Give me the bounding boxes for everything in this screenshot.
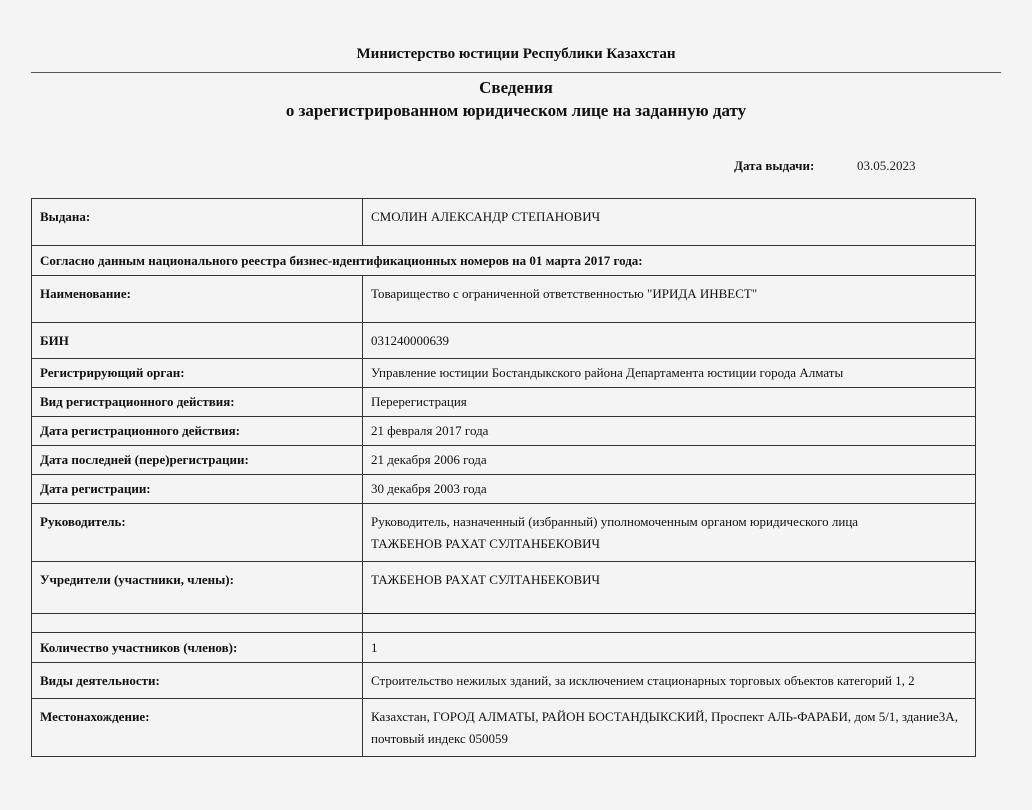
bin-value: 031240000639 — [363, 323, 976, 359]
issued-to-value: СМОЛИН АЛЕКСАНДР СТЕПАНОВИЧ — [363, 199, 976, 246]
reg-body-value: Управление юстиции Бостандыкского района Департамента юстиции города Алматы — [363, 359, 976, 388]
table-row — [32, 417, 976, 446]
location-label: Местонахождение: — [32, 699, 363, 757]
table-row — [32, 475, 976, 504]
founders-value: ТАЖБЕНОВ РАХАТ СУЛТАНБЕКОВИЧ — [363, 562, 976, 614]
ministry-header: Министерство юстиции Республики Казахстан — [356, 46, 676, 62]
table-row — [32, 359, 976, 388]
issue-date-label: Дата выдачи: — [734, 158, 815, 173]
table-row — [32, 276, 976, 323]
founders-label: Учредители (участники, члены): — [32, 562, 363, 614]
head-value-line-1: Руководитель, назначенный (избранный) уполномоченным органом юридического лица — [371, 514, 859, 529]
reg-date-label: Дата регистрации: — [32, 475, 363, 504]
reg-action-type-label: Вид регистрационного действия: — [32, 388, 363, 417]
issued-to-label: Выдана: — [32, 199, 363, 246]
title-line-1: Сведения — [479, 78, 553, 97]
table-row — [32, 388, 976, 417]
title-line-2: о зарегистрированном юридическом лице на заданную дату — [285, 101, 747, 120]
members-count-label: Количество участников (членов): — [32, 633, 363, 663]
entity-info-table — [31, 198, 976, 757]
registry-note: Согласно данным национального реестра бизнес-идентификационных номеров на 01 марта 2017 года: — [32, 246, 976, 276]
reg-action-type-value: Перерегистрация — [363, 388, 976, 417]
head-label: Руководитель: — [32, 504, 363, 562]
table-row — [32, 446, 976, 475]
table-row — [32, 246, 976, 276]
name-label: Наименование: — [32, 276, 363, 323]
reg-body-label: Регистрирующий орган: — [32, 359, 363, 388]
document-title — [0, 76, 1032, 122]
location-value: Казахстан, ГОРОД АЛМАТЫ, РАЙОН БОСТАНДЫКСКИЙ, Проспект АЛЬ-ФАРАБИ, дом 5/1, здание3А, почтовый индекс 050059 — [363, 699, 976, 757]
reg-action-date-value: 21 февраля 2017 года — [363, 417, 976, 446]
issue-date-value: 03.05.2023 — [857, 158, 916, 173]
last-rereg-date-label: Дата последней (пере)регистрации: — [32, 446, 363, 475]
table-row — [32, 199, 976, 246]
header-divider — [31, 72, 1001, 73]
table-spacer — [32, 614, 976, 633]
activities-value: Строительство нежилых зданий, за исключением стационарных торговых объектов категорий 1, 2 — [363, 663, 976, 699]
head-value-line-2: ТАЖБЕНОВ РАХАТ СУЛТАНБЕКОВИЧ — [371, 536, 600, 551]
table-row — [32, 562, 976, 614]
activities-label: Виды деятельности: — [32, 663, 363, 699]
table-row — [32, 504, 976, 562]
bin-label: БИН — [32, 323, 363, 359]
table-row — [32, 699, 976, 757]
name-value: Товарищество с ограниченной ответственностью "ИРИДА ИНВЕСТ" — [363, 276, 976, 323]
table-row — [32, 323, 976, 359]
reg-action-date-label: Дата регистрационного действия: — [32, 417, 363, 446]
table-row — [32, 663, 976, 699]
table-row — [32, 633, 976, 663]
last-rereg-date-value: 21 декабря 2006 года — [363, 446, 976, 475]
members-count-value: 1 — [363, 633, 976, 663]
head-value — [363, 504, 976, 562]
reg-date-value: 30 декабря 2003 года — [363, 475, 976, 504]
